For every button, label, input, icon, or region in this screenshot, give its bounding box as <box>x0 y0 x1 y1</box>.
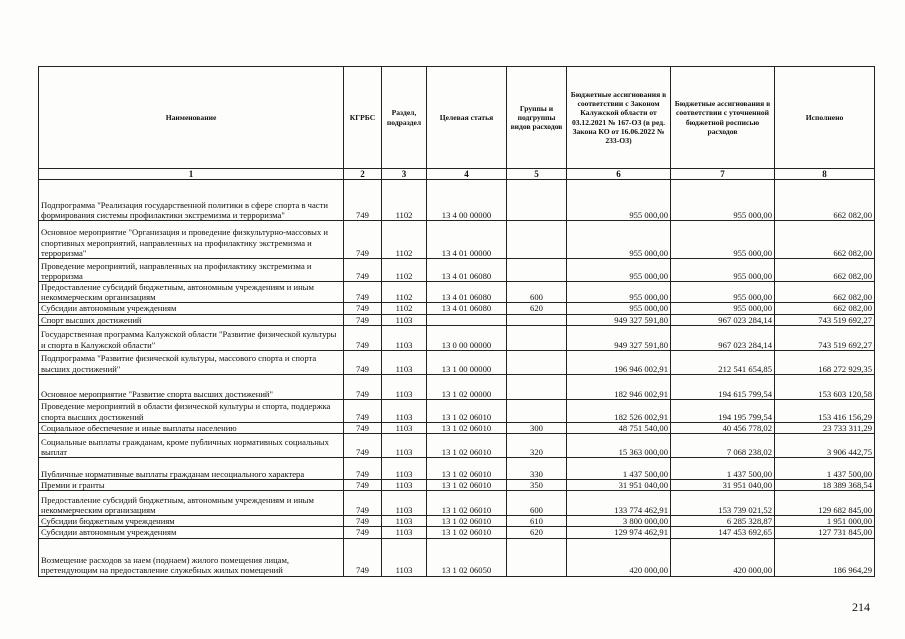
cell-section: 1103 <box>382 374 427 399</box>
cell-kgrbs: 749 <box>344 422 382 433</box>
cell-refined-amount: 955 000,00 <box>671 282 775 303</box>
column-number: 7 <box>671 169 775 180</box>
cell-target: 13 1 02 06010 <box>427 516 507 527</box>
cell-target: 13 0 00 00000 <box>427 325 507 350</box>
cell-law-amount: 1 437 500,00 <box>567 458 671 480</box>
header-target: Целевая статья <box>427 67 507 169</box>
cell-executed-amount: 23 733 311,29 <box>775 422 875 433</box>
cell-executed-amount: 153 603 120,58 <box>775 374 875 399</box>
cell-section: 1102 <box>382 303 427 314</box>
table-row <box>39 458 875 480</box>
cell-target: 13 1 00 00000 <box>427 350 507 374</box>
cell-law-amount: 420 000,00 <box>567 538 671 576</box>
cell-section: 1103 <box>382 480 427 491</box>
table-row <box>39 303 875 314</box>
cell-name: Проведение мероприятий, направленных на профилактику экстремизма и терроризма <box>39 259 344 282</box>
cell-law-amount: 31 951 040,00 <box>567 480 671 491</box>
cell-section: 1103 <box>382 491 427 516</box>
header-law: Бюджетные ассигнования в соответствии с Законом Калужской области от 03.12.2021 № 167-ОЗ (в ред. Закона КО от 16.06.2022 № 233-ОЗ) <box>567 67 671 169</box>
cell-kgrbs: 749 <box>344 527 382 538</box>
cell-executed-amount: 662 082,00 <box>775 221 875 259</box>
cell-kgrbs: 749 <box>344 538 382 576</box>
cell-section: 1103 <box>382 527 427 538</box>
column-number: 3 <box>382 169 427 180</box>
cell-executed-amount: 3 906 442,75 <box>775 434 875 458</box>
cell-section: 1102 <box>382 259 427 282</box>
cell-group: 610 <box>507 516 567 527</box>
cell-kgrbs: 749 <box>344 516 382 527</box>
cell-name: Государственная программа Калужской области "Развитие физической культуры и спорта в Калужской области" <box>39 325 344 350</box>
cell-law-amount: 182 526 002,91 <box>567 399 671 422</box>
cell-law-amount: 955 000,00 <box>567 180 671 221</box>
cell-group <box>507 374 567 399</box>
cell-target: 13 1 02 00000 <box>427 374 507 399</box>
cell-kgrbs: 749 <box>344 480 382 491</box>
table-row <box>39 180 875 221</box>
cell-refined-amount: 1 437 500,00 <box>671 458 775 480</box>
cell-kgrbs: 749 <box>344 221 382 259</box>
cell-law-amount: 3 800 000,00 <box>567 516 671 527</box>
cell-section: 1103 <box>382 325 427 350</box>
cell-refined-amount: 955 000,00 <box>671 180 775 221</box>
cell-refined-amount: 153 739 021,52 <box>671 491 775 516</box>
header-refined: Бюджетные ассигнования в соответствии с уточненной бюджетной росписью расходов <box>671 67 775 169</box>
cell-target <box>427 314 507 325</box>
cell-target: 13 4 01 06080 <box>427 282 507 303</box>
cell-name: Субсидии бюджетным учреждениям <box>39 516 344 527</box>
cell-target: 13 4 01 00000 <box>427 221 507 259</box>
cell-refined-amount: 7 068 238,02 <box>671 434 775 458</box>
header-groups: Группы и подгруппы видов расходов <box>507 67 567 169</box>
cell-target: 13 4 01 06080 <box>427 303 507 314</box>
cell-target: 13 1 02 06010 <box>427 527 507 538</box>
table-row <box>39 434 875 458</box>
cell-name: Проведение мероприятий в области физической культуры и спорта, поддержка спорта высших достижений <box>39 399 344 422</box>
cell-name: Спорт высших достижений <box>39 314 344 325</box>
table-row <box>39 538 875 576</box>
table-row <box>39 314 875 325</box>
cell-target: 13 1 02 06010 <box>427 422 507 433</box>
cell-target: 13 1 02 06010 <box>427 434 507 458</box>
cell-kgrbs: 749 <box>344 314 382 325</box>
cell-group: 620 <box>507 303 567 314</box>
cell-group <box>507 314 567 325</box>
column-number: 1 <box>39 169 344 180</box>
table-row <box>39 221 875 259</box>
header-executed: Исполнено <box>775 67 875 169</box>
cell-executed-amount: 153 416 156,29 <box>775 399 875 422</box>
table-row <box>39 259 875 282</box>
budget-table <box>38 66 875 577</box>
cell-group <box>507 350 567 374</box>
cell-law-amount: 133 774 462,91 <box>567 491 671 516</box>
cell-name: Предоставление субсидий бюджетным, автономным учреждениям и иным некоммерческим организациям <box>39 491 344 516</box>
cell-target: 13 1 02 06010 <box>427 458 507 480</box>
cell-target: 13 4 00 00000 <box>427 180 507 221</box>
column-number: 8 <box>775 169 875 180</box>
cell-executed-amount: 1 437 500,00 <box>775 458 875 480</box>
cell-section: 1103 <box>382 399 427 422</box>
table-row <box>39 480 875 491</box>
cell-kgrbs: 749 <box>344 259 382 282</box>
cell-kgrbs: 749 <box>344 491 382 516</box>
cell-executed-amount: 662 082,00 <box>775 259 875 282</box>
cell-group <box>507 221 567 259</box>
cell-group: 620 <box>507 527 567 538</box>
cell-refined-amount: 420 000,00 <box>671 538 775 576</box>
cell-executed-amount: 168 272 929,35 <box>775 350 875 374</box>
cell-name: Публичные нормативные выплаты гражданам несоциального характера <box>39 458 344 480</box>
cell-group: 600 <box>507 282 567 303</box>
cell-name: Подпрограмма "Развитие физической культуры, массового спорта и спорта высших достижений" <box>39 350 344 374</box>
cell-executed-amount: 129 682 845,00 <box>775 491 875 516</box>
cell-section: 1103 <box>382 422 427 433</box>
table-row <box>39 325 875 350</box>
cell-section: 1102 <box>382 221 427 259</box>
cell-executed-amount: 662 082,00 <box>775 303 875 314</box>
cell-kgrbs: 749 <box>344 374 382 399</box>
cell-name: Социальные выплаты гражданам, кроме публичных нормативных социальных выплат <box>39 434 344 458</box>
table-row <box>39 491 875 516</box>
cell-section: 1103 <box>382 434 427 458</box>
cell-refined-amount: 967 023 284,14 <box>671 325 775 350</box>
cell-target: 13 1 02 06010 <box>427 399 507 422</box>
cell-name: Премии и гранты <box>39 480 344 491</box>
column-number: 6 <box>567 169 671 180</box>
cell-refined-amount: 40 456 778,02 <box>671 422 775 433</box>
cell-executed-amount: 743 519 692,27 <box>775 314 875 325</box>
cell-group: 600 <box>507 491 567 516</box>
header-kgrbs: КГРБС <box>344 67 382 169</box>
cell-law-amount: 955 000,00 <box>567 221 671 259</box>
cell-law-amount: 196 946 002,91 <box>567 350 671 374</box>
table-row <box>39 399 875 422</box>
cell-group <box>507 259 567 282</box>
cell-kgrbs: 749 <box>344 399 382 422</box>
cell-section: 1103 <box>382 350 427 374</box>
cell-target: 13 1 02 06010 <box>427 480 507 491</box>
cell-section: 1103 <box>382 538 427 576</box>
cell-law-amount: 48 751 540,00 <box>567 422 671 433</box>
cell-name: Субсидии автономным учреждениям <box>39 527 344 538</box>
table-row <box>39 350 875 374</box>
cell-group <box>507 399 567 422</box>
cell-law-amount: 955 000,00 <box>567 259 671 282</box>
cell-refined-amount: 955 000,00 <box>671 303 775 314</box>
cell-group: 330 <box>507 458 567 480</box>
column-number: 4 <box>427 169 507 180</box>
cell-name: Основное мероприятие "Организация и проведение физкультурно-массовых и спортивных мероприятий, направленных на профилактику экстремизма и терроризма" <box>39 221 344 259</box>
header-name: Наименование <box>39 67 344 169</box>
cell-kgrbs: 749 <box>344 282 382 303</box>
page-number: 214 <box>852 600 870 614</box>
cell-executed-amount: 186 964,29 <box>775 538 875 576</box>
cell-section: 1103 <box>382 314 427 325</box>
cell-name: Предоставление субсидий бюджетным, автономным учреждениям и иным некоммерческим организациям <box>39 282 344 303</box>
table-row <box>39 516 875 527</box>
cell-kgrbs: 749 <box>344 458 382 480</box>
cell-group <box>507 538 567 576</box>
cell-name: Подпрограмма "Реализация государственной политики в сфере спорта в части формирования системы профилактики экстремизма и терроризма" <box>39 180 344 221</box>
table-row <box>39 374 875 399</box>
cell-law-amount: 949 327 591,80 <box>567 325 671 350</box>
cell-law-amount: 955 000,00 <box>567 282 671 303</box>
cell-kgrbs: 749 <box>344 434 382 458</box>
cell-refined-amount: 955 000,00 <box>671 259 775 282</box>
column-number-row <box>39 169 875 180</box>
cell-refined-amount: 967 023 284,14 <box>671 314 775 325</box>
table-row <box>39 282 875 303</box>
cell-executed-amount: 127 731 845,00 <box>775 527 875 538</box>
cell-section: 1102 <box>382 282 427 303</box>
cell-executed-amount: 662 082,00 <box>775 282 875 303</box>
cell-name: Возмещение расходов за наем (поднаем) жилого помещения лицам, претендующим на предоставление служебных жилых помещений <box>39 538 344 576</box>
cell-refined-amount: 212 541 654,85 <box>671 350 775 374</box>
cell-group: 300 <box>507 422 567 433</box>
cell-refined-amount: 955 000,00 <box>671 221 775 259</box>
header-section: Раздел, подраздел <box>382 67 427 169</box>
cell-refined-amount: 6 285 328,87 <box>671 516 775 527</box>
cell-refined-amount: 31 951 040,00 <box>671 480 775 491</box>
cell-name: Основное мероприятие "Развитие спорта высших достижений" <box>39 374 344 399</box>
cell-law-amount: 955 000,00 <box>567 303 671 314</box>
cell-executed-amount: 662 082,00 <box>775 180 875 221</box>
table-row <box>39 422 875 433</box>
cell-section: 1103 <box>382 516 427 527</box>
cell-law-amount: 15 363 000,00 <box>567 434 671 458</box>
cell-group <box>507 180 567 221</box>
cell-refined-amount: 147 453 692,65 <box>671 527 775 538</box>
cell-target: 13 1 02 06010 <box>427 491 507 516</box>
cell-refined-amount: 194 615 799,54 <box>671 374 775 399</box>
cell-name: Социальное обеспечение и иные выплаты населению <box>39 422 344 433</box>
cell-target: 13 1 02 06050 <box>427 538 507 576</box>
cell-kgrbs: 749 <box>344 325 382 350</box>
cell-group: 350 <box>507 480 567 491</box>
cell-law-amount: 129 974 462,91 <box>567 527 671 538</box>
cell-kgrbs: 749 <box>344 303 382 314</box>
cell-target: 13 4 01 06080 <box>427 259 507 282</box>
cell-group <box>507 325 567 350</box>
cell-section: 1103 <box>382 458 427 480</box>
table-row <box>39 527 875 538</box>
cell-law-amount: 182 946 002,91 <box>567 374 671 399</box>
column-number: 5 <box>507 169 567 180</box>
cell-section: 1102 <box>382 180 427 221</box>
cell-executed-amount: 1 951 000,00 <box>775 516 875 527</box>
cell-executed-amount: 18 389 368,54 <box>775 480 875 491</box>
cell-group: 320 <box>507 434 567 458</box>
cell-law-amount: 949 327 591,80 <box>567 314 671 325</box>
cell-kgrbs: 749 <box>344 180 382 221</box>
cell-kgrbs: 749 <box>344 350 382 374</box>
header-row <box>39 67 875 169</box>
cell-refined-amount: 194 195 799,54 <box>671 399 775 422</box>
cell-executed-amount: 743 519 692,27 <box>775 325 875 350</box>
cell-name: Субсидии автономным учреждениям <box>39 303 344 314</box>
column-number: 2 <box>344 169 382 180</box>
